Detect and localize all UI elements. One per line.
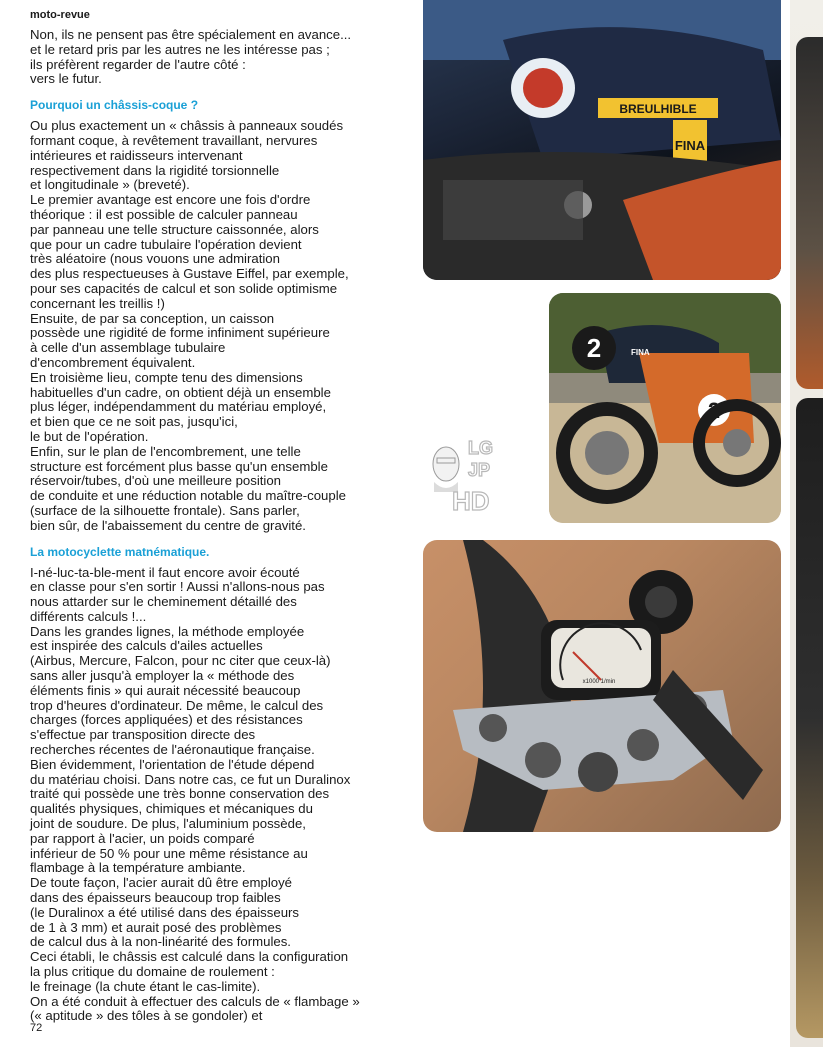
section-heading-math: La motocyclette matnématique. [30, 544, 210, 559]
magazine-name: moto-revue [30, 9, 90, 21]
watermark-line2: JP [468, 460, 491, 480]
tank-brand-label: BREULHIBLE [619, 102, 697, 116]
photo-racing-bike [549, 293, 781, 523]
intro-paragraph: Non, ils ne pensent pas être spécialement en avance... et le retard pris par les autres ne les intéresse pas ; ils préfèrent regarder de l'autre côté : vers le futur. [30, 27, 352, 87]
gauge-label: x1000 1/min [582, 679, 616, 685]
adjacent-photo-top [796, 37, 823, 389]
chassis-body: Ou plus exactement un « châssis à panneaux soudés formant coque, à revêtement travaillant, nervures intérieures et raidisseurs intervenant respectivement dans la rigidité torsionnelle et longitudinale » (breveté). Le premier avantage est encore une fois d'ordre théorique : il est possible de calculer panneau par panneau une telle structure caissonnée, alors que pour un cadre tubulaire l'opération devient très aléatoire (nous vouons une admiration des plus respectueuses à Gustave Eiffel, par exemple, pour ses capacités de calcul et son solide optimisme concernant les treillis !) Ensuite, de par sa conception, un caisson possède une rigidité de forme infiniment supérieure à celle d'un assemblage tubulaire d'encombrement équivalent. En troisième lieu, compte tenu des dimensions habituelles d'un cadre, on obtient déjà un ensemble plus léger, indépendamment du matériau employé, et bien que ce ne soit pas, jusqu'ici, le but de l'opération. Enfin, sur le plan de l'encombrement, une telle structure est forcément plus basse qu'un ensemble réservoir/tubes, d'où une meilleure position de conduite et une réduction notable du maître-couple (surface de la silhouette frontale). Sans parler, bien sûr, de l'abaissement du centre de gravité. [30, 118, 349, 533]
photo-rev-counter [423, 540, 781, 832]
race-number-side: 2 [707, 398, 721, 423]
watermark-line1: LG [468, 438, 493, 458]
math-body: I-né-luc-ta-ble-ment il faut encore avoir écouté en classe pour s'en sortir ! Aussi n'allons-nous pas nous attarder sur le cheminement détaillé des différents calculs !... Dans les grandes lignes, la méthode employée est inspirée des calculs d'ailes actuelles (Airbus, Mercure, Falcon, pour nc citer que ceux-là) sans aller jusqu'à employer la « méthode des éléments finis » qui aurait nécessité beaucoup trop d'heures d'ordinateur. De même, le calcul des charges (forces appliquées) et des résistances s'effectue par transposition directe des recherches récentes de l'aéronautique française. Bien évidemment, l'orientation de l'étude dépend du matériau choisi. Dans notre cas, ce fut un Duralinox traité qui possède une très bonne conservation des qualités physiques, chimiques et mécaniques du joint de soudure. De plus, l'aluminium possède, par rapport à l'acier, un poids comparé inférieur de 50 % pour une même résistance au flambage à la température ambiante. De toute façon, l'acier aurait dû être employé dans des épaisseurs beaucoup trop faibles (le Duralinox a été utilisé dans des épaisseurs de 1 à 3 mm) et aurait posé des problèmes de calcul dus à la non-linéarité des formules. Ceci établi, le châssis est calculé dans la configuration la plus critique du domaine de roulement : le freinage (la chute étant le cas-limite). On a été conduit à effectuer des calculs de « flambage » (« aptitude » des tôles à se gondoler) et [30, 564, 360, 1024]
page-number: 72 [30, 1022, 43, 1034]
adjacent-photo-bottom [796, 398, 823, 1038]
tank-sponsor-label: FINA [674, 138, 706, 153]
photo-tank-closeup [423, 0, 781, 280]
watermark-line3: HD [452, 486, 490, 516]
section-heading-chassis: Pourquoi un châssis-coque ? [30, 98, 199, 113]
fairing-sponsor-label: FINA [631, 348, 650, 357]
race-number-front: 2 [586, 333, 602, 363]
watermark-logo [428, 432, 506, 516]
article-column [30, 28, 402, 1024]
